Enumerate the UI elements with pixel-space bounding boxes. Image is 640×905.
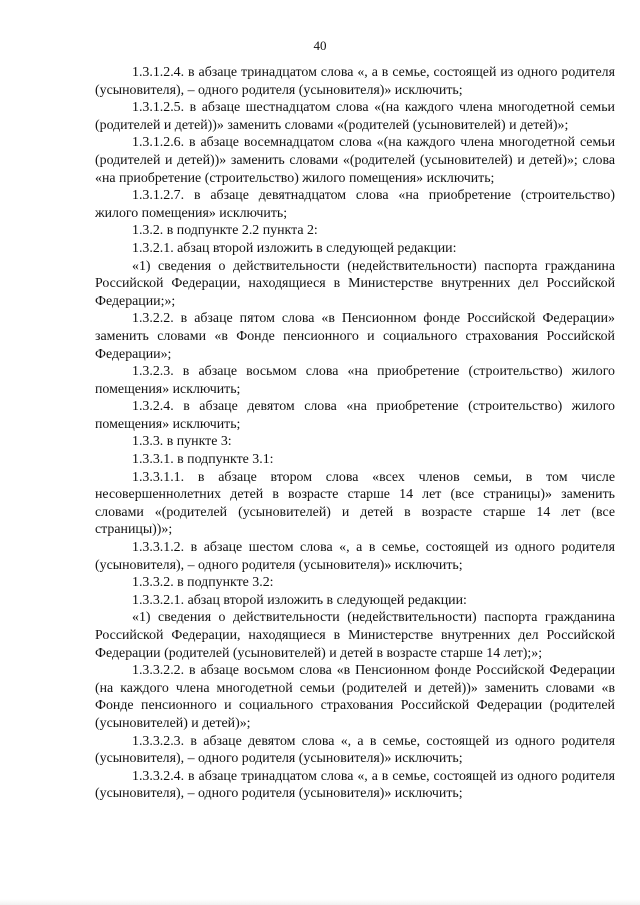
paragraph-1-3-3-1-1: 1.3.3.1.1. в абзаце втором слова «всех членов семьи, в том числе несовершеннолетних детей в возрасте старше 14 лет (все страницы)» заменить словами «(родителей (усыновителей) и детей в возрасте старше 14 лет (все страницы))»; [95, 469, 615, 538]
paragraph-1-3-2-4: 1.3.2.4. в абзаце девятом слова «на приобретение (строительство) жилого помещения» исключить; [95, 399, 615, 432]
paragraph-quote-passport-children: «1) сведения о действительности (недействительности) паспорта гражданина Российской Федерации, находящиеся в Министерстве внутренних дел Российской Федерации (родителей (усыновителей) и детей в возрасте старше 14 лет);»; [95, 610, 615, 661]
document-body [95, 64, 615, 803]
paragraph-1-3-3-2-4: 1.3.3.2.4. в абзаце тринадцатом слова «, а в семье, состоящей из одного родителя (усыновителя), – одного родителя (усыновителя)» исключить; [95, 768, 615, 802]
paragraph-1-3-1-2-5: 1.3.1.2.5. в абзаце шестнадцатом слова «(на каждого члена многодетной семьи (родителей и детей))» заменить словами «(родителей (усыновителей) и детей)»; [95, 100, 615, 133]
paragraph-1-3-2-2: 1.3.2.2. в абзаце пятом слова «в Пенсионном фонде Российской Федерации» заменить словами «в Фонде пенсионного и социального страхования Российской Федерации»; [95, 311, 615, 362]
paragraph-1-3-1-2-4: 1.3.1.2.4. в абзаце тринадцатом слова «, а в семье, состоящей из одного родителя (усыновителя), – одного родителя (усыновителя)» исключить; [95, 65, 615, 98]
paragraph-1-3-3: 1.3.3. в пункте 3: [132, 434, 232, 450]
paragraph-1-3-2-1: 1.3.2.1. абзац второй изложить в следующей редакции: [132, 240, 457, 256]
paragraph-1-3-1-2-7: 1.3.1.2.7. в абзаце девятнадцатом слова «на приобретение (строительство) жилого помещения» исключить; [95, 188, 615, 221]
paragraph-1-3-2: 1.3.2. в подпункте 2.2 пункта 2: [132, 223, 318, 239]
paragraph-1-3-3-2: 1.3.3.2. в подпункте 3.2: [132, 575, 274, 591]
paragraph-1-3-1-2-6: 1.3.1.2.6. в абзаце восемнадцатом слова «(на каждого члена многодетной семьи (родителей и детей))» заменить словами «(родителей (усыновителей) и детей)»; слова «на приобретение (строительство) жилого помещения» исключить; [95, 135, 615, 186]
paragraph-1-3-3-2-3: 1.3.3.2.3. в абзаце девятом слова «, а в семье, состоящей из одного родителя (усыновителя), – одного родителя (усыновителя)» исключить; [95, 733, 615, 767]
paragraph-quote-passport: «1) сведения о действительности (недействительности) паспорта гражданина Российской Федерации, находящиеся в Министерстве внутренних дел Российской Федерации;»; [95, 258, 615, 309]
paragraph-1-3-3-2-2: 1.3.3.2.2. в абзаце восьмом слова «в Пенсионном фонде Российской Федерации (на каждого члена многодетной семьи (родителей и детей))» заменить словами «в Фонде пенсионного и социального страхования Российской Федерации (родителей (усыновителей) и детей)»; [95, 663, 615, 731]
paragraph-1-3-3-1-2: 1.3.3.1.2. в абзаце шестом слова «, а в семье, состоящей из одного родителя (усыновителя), – одного родителя (усыновителя)» исключить; [95, 540, 615, 573]
page-number: 40 [313, 38, 327, 53]
paragraph-1-3-3-1: 1.3.3.1. в подпункте 3.1: [132, 452, 274, 468]
page-bottom-edge [0, 899, 640, 905]
paragraph-1-3-2-3: 1.3.2.3. в абзаце восьмом слова «на приобретение (строительство) жилого помещения» исключить; [95, 364, 615, 397]
paragraph-1-3-3-2-1: 1.3.3.2.1. абзац второй изложить в следующей редакции: [132, 592, 467, 608]
